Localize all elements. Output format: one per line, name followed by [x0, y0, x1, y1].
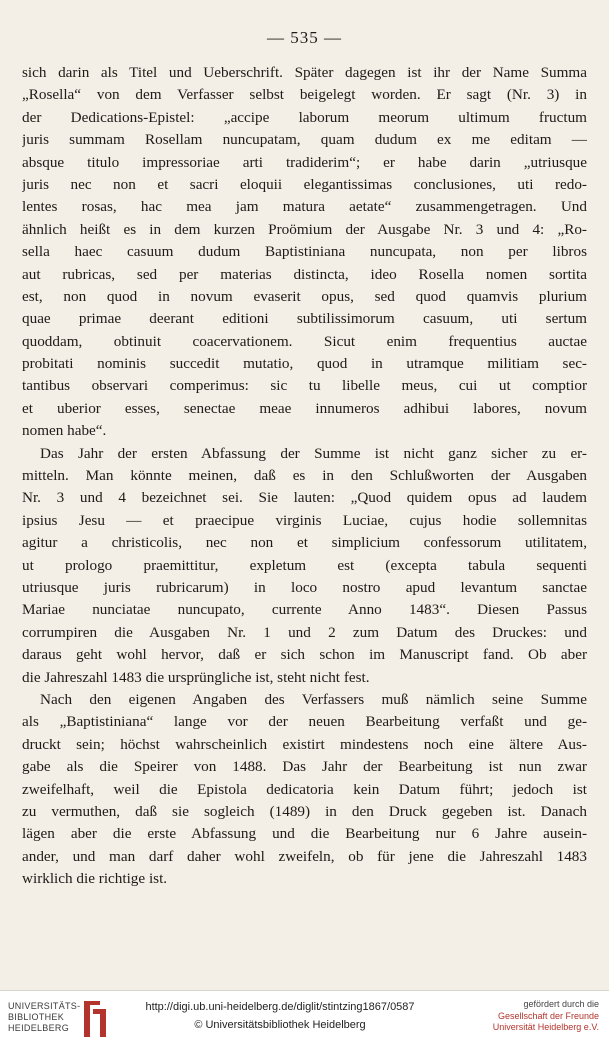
text-line: est, non quod in novum evaserit opus, sed quod quamvis plurium: [22, 287, 587, 305]
text-line: lentes rosas, hac mea jam matura aetate“ zusammengetragen. Und: [22, 198, 587, 216]
text-line: juris summam Rosellam nuncupatam, quam dudum ex me editam —: [22, 131, 587, 149]
paragraph-start: Nach den eigenen Angaben des Verfassers muß nämlich seine Summe: [40, 690, 587, 708]
text-line: tantibus observari comperimus: sic tu libelle meus, cui ut comptior: [22, 377, 587, 395]
text-line: ander, und man darf daher wohl zweifeln, ob für jene die Jahreszahl 1483: [22, 847, 587, 865]
text-line: druckt sein; höchst wahrscheinlich existirt mindestens noch eine ältere Aus-: [22, 735, 587, 753]
text-line: Nr. 3 und 4 bezeichnet sei. Sie lauten: „Quod quidem opus ad laudem: [22, 489, 587, 507]
text-line: agitur a christicolis, nec non et simplicium confessorum utilitatem,: [22, 534, 587, 552]
text-line: aut rubricas, sed per materias distincta, ideo Rosella nomen sortita: [22, 265, 587, 283]
library-name: UNIVERSITÄTS- BIBLIOTHEK HEIDELBERG: [8, 1001, 81, 1033]
text-line: sich darin als Titel und Ueberschrift. Später dagegen ist ihr der Name Summa: [22, 64, 587, 81]
body-text: [22, 62, 587, 890]
text-line: zu vermuthen, daß sie sogleich (1489) in den Druck gegeben ist. Danach: [22, 802, 587, 820]
text-line: et uberior esses, senectae meae innumeros adhibui labores, novum: [22, 399, 587, 417]
text-line: die Jahreszahl 1483 die ursprüngliche ist, steht nicht fest.: [22, 668, 370, 686]
text-line: probitati nominis succedit mutatio, quod in utramque militiam sec-: [22, 355, 587, 373]
library-logo-icon: [80, 999, 108, 1039]
text-line: Mariae nunciatae nuncupato, currente Anno 1483“. Diesen Passus: [22, 601, 587, 619]
copyright-text: © Universitätsbibliothek Heidelberg: [194, 1019, 366, 1031]
text-line: juris nec non et sacri eloquii elegantissimas conclusiones, uti redo-: [22, 175, 587, 193]
text-line: sella haec casuum dudum Baptistiniana nuncupata, non per libros: [22, 243, 587, 261]
sponsor-label: gefördert durch die: [523, 999, 599, 1009]
text-line: mitteln. Man könnte meinen, daß es in den Schlußworten der Ausgaben: [22, 467, 587, 485]
paragraph-start: Das Jahr der ersten Abfassung der Summe ist nicht ganz sicher zu er-: [40, 444, 587, 462]
text-line: ut prologo praemittitur, expletum est (excepta tabula sequenti: [22, 556, 587, 574]
text-line: als „Baptistiniana“ lange vor der neuen Bearbeitung verfaßt und ge-: [22, 713, 587, 731]
text-line: „Rosella“ von dem Verfasser selbst beigelegt worden. Er sagt (Nr. 3) in: [22, 86, 587, 104]
text-line: ipsius Jesu — et praecipue virginis Luciae, cujus hodie sollemnitas: [22, 511, 587, 529]
text-line: corrumpiren die Ausgaben Nr. 1 und 2 zum Datum des Druckes: und: [22, 623, 587, 641]
text-line: quae primae deerant editioni subtilissimorum casuum, uti sertum: [22, 310, 587, 328]
text-line: quoddam, obtinuit coacervationem. Sicut enim frequentius auctae: [22, 332, 587, 350]
page-number: — 535 —: [267, 28, 342, 47]
text-line: utriusque juris rubricarum) in loco nostro apud levantum sanctae: [22, 578, 587, 596]
text-line: der Dedications-Epistel: „accipe laborum meorum ultimum fructum: [22, 108, 587, 126]
text-line: nomen habe“.: [22, 422, 107, 440]
text-line: ähnlich heißt es in dem kurzen Proömium der Ausgabe Nr. 3 und 4: „Ro-: [22, 220, 587, 238]
text-line: wirklich die richtige ist.: [22, 870, 168, 888]
text-line: daraus geht wohl hervor, daß er sich schon im Manuscript fand. Ob aber: [22, 646, 587, 664]
sponsor-name: Gesellschaft der Freunde Universität Heidelberg e.V.: [492, 1011, 599, 1032]
permalink-link[interactable]: http://digi.ub.uni-heidelberg.de/diglit/stintzing1867/0587: [145, 1001, 415, 1013]
text-line: absque titulo impressoriae arti tradiderim“; er habe darin „utriusque: [22, 153, 587, 171]
footer-bar: [0, 990, 609, 1048]
text-line: lägen aber die erste Abfassung und die Bearbeitung nur 6 Jahre ausein-: [22, 825, 587, 843]
text-line: gabe als die Speirer von 1488. Das Jahr der Bearbeitung ist nun zwar: [22, 758, 587, 776]
text-line: zweifelhaft, weil die Epistola dedicatoria kein Datum führt; jedoch ist: [22, 780, 587, 798]
